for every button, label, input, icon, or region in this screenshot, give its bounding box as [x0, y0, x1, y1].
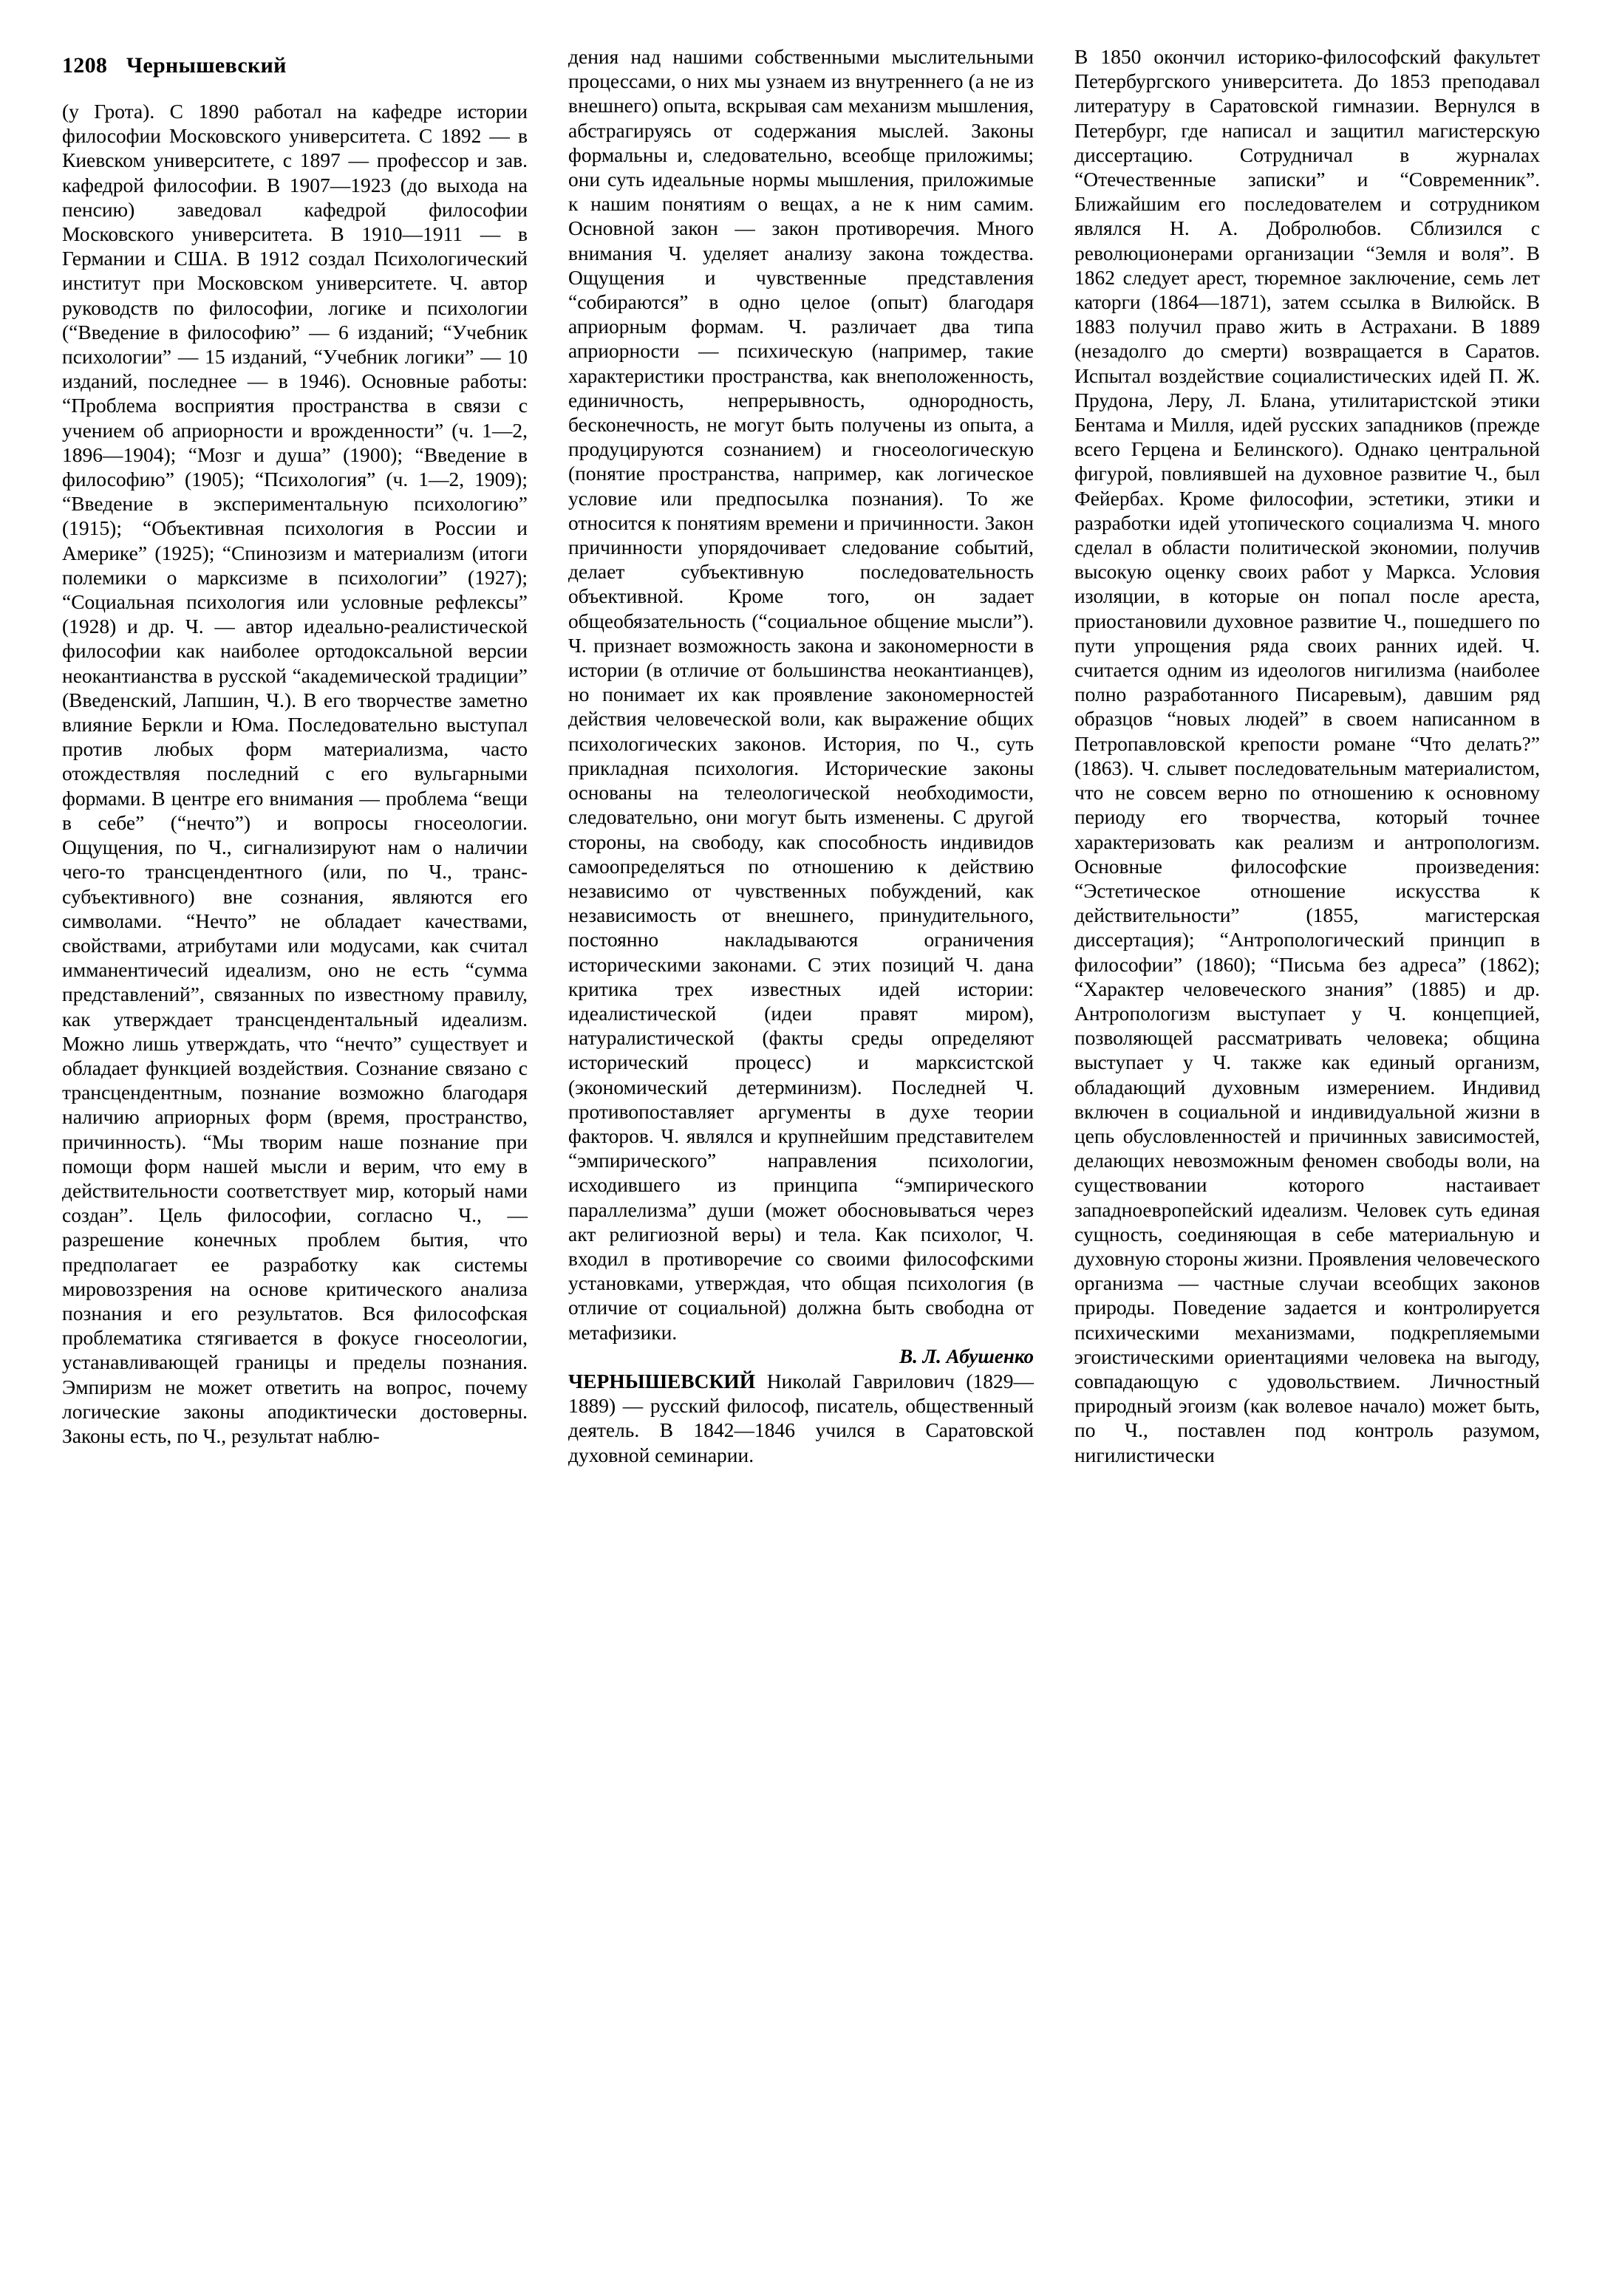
column-right: [1074, 44, 1540, 2253]
text-columns: [62, 44, 1540, 2253]
page-number: 1208: [62, 53, 108, 78]
column-left: [62, 44, 528, 2253]
dictionary-entry-heading: [568, 1369, 1034, 1467]
paragraph: дения над нашими собственными мыслительными процессами, о них мы узнаем из внутреннего (а не из внешнего) опыта, вскрывая сам механизм мышления, абстрагируясь от содержания мыслей. Законы формальны и, следовательно, всеобще приложимы; они суть идеальные нормы мышления, приложимые к нашим понятиям о вещах, а не к ним самим. Основной закон — закон противоречия. Много внимания Ч. уделяет анализу закона тождества. Ощущения и чувственные представления “собираются” в одно целое (опыт) благодаря априорным формам. Ч. различает два типа априорности — психическую (например, такие характеристики пространства, как внеположенность, единичность, непрерывность, однородность, бесконечность, не могут быть получены из опыта, а продуцируются сознанием) и гносеологическую (понятие пространства, например, как логическое условие или предпосылка познания). То же относится к понятиям времени и причинности. Закон причинности упорядочивает следование событий, делает субъективную последовательность объективной. Кроме того, он задает общеобязательность (“социальное общение мысли”). Ч. признает возможность закона и закономерности в истории (в отличие от большинства неокантианцев), но понимает их как проявление закономерностей действия человеческой воли, как выражение общих психологических законов. История, по Ч., суть прикладная психология. Исторические законы основаны на телеологической необходимости, следовательно, они могут быть изменены. С другой стороны, на свободу, как способность индивидов самоопределяться по отношению к действию независимо от чувственных побуждений, как независимость от внешнего, принудительного, постоянно накладываются ограничения историческими законами. С этих позиций Ч. дана критика трех известных идей истории: идеалистической (идеи правят миром), натуралистической (факты среды определяют исторический процесс) и марксистской (экономический детерминизм). Последней Ч. противопоставляет аргументы в духе теории факторов. Ч. являлся и крупнейшим представителем “эмпирического” направления психологии, исходившего из принципа “эмпирического параллелизма” души (может обосновываться через акт религиозной веры) и тела. Как психолог, Ч. входил в противоречие со своими философскими установками, утверждая, что общая психология (в отличие от социальной) должна быть свободна от метафизики.: [568, 45, 1034, 1344]
paragraph: (у Грота). С 1890 работал на кафедре истории философии Московского университета. С 1892 — в Киевском университете, с 1897 — профессор и зав. кафедрой философии. В 1907—1923 (до выхода на пенсию) заведовал кафедрой философии Московского университета. В 1910—1911 — в Германии и США. В 1912 создал Психологический институт при Московском университете. Ч. автор руководств по философии, логике и психологии (“Введение в философию” — 6 изданий; “Учебник психологии” — 15 изданий, “Учебник логики” — 10 изданий, последнее — в 1946). Основные работы: “Проблема восприятия пространства в связи с учением об априорности и врожденности” (ч. 1—2, 1896—1904); “Мозг и душа” (1900); “Введение в философию” (1905); “Психология” (ч. 1—2, 1909); “Введение в экспериментальную психологию” (1915); “Объективная психология в России и Америке” (1925); “Спинозизм и материализм (итоги полемики о марксизме в психологии” (1927); “Социальная психология или условные рефлексы” (1928) и др. Ч. — автор идеально-реалистической философии как наиболее ортодоксальной версии неокантианства в русской “академической традиции” (Введенский, Лапшин, Ч.). В его творчестве заметно влияние Беркли и Юма. Последовательно выступал против любых форм материализма, часто отождествляя последний с его вульгарными формами. В центре его внимания — проблема “вещи в себе” (“нечто”) и вопросы гносеологии. Ощущения, по Ч., сигнализируют нам о наличии чего-то трансцендентного (или, по Ч., транс-субъективного) вне сознания, являются его символами. “Нечто” не обладает качествами, свойствами, атрибутами или модусами, как считал имманентичесий идеализм, оно не есть “сумма представлений”, связанных по известному правилу, как утверждает трансцендентальный идеализм. Можно лишь утверждать, что “нечто” существует и обладает функцией воздействия. Сознание связано с трансцендентным, познание возможно благодаря наличию априорных форм (время, пространство, причинность). “Мы творим наше познание при помощи форм нашей мысли и верим, что ему в действительности соответствует мир, который нами создан”. Цель философии, согласно Ч., — разрешение конечных проблем бытия, что предполагает ее разработку как системы мировоззрения на основе критического анализа познания и его результатов. Вся философская проблематика стягивается в фокусе гносеологии, устанавливающей границы и пределы познания. Эмпиризм не может ответить на вопрос, почему логические законы аподиктически достоверны. Законы есть, по Ч., результат наблю-: [62, 100, 528, 1447]
column-middle: [568, 44, 1034, 2253]
entry-term: ЧЕРНЫШЕВСКИЙ: [568, 1369, 756, 1393]
entry-text: Николай Гаврилович (1829—1889) — русский философ, писатель, общественный деятель. В 1842—1846 учился в Саратовской духовной семинарии.: [568, 1369, 1034, 1466]
paragraph: В 1850 окончил историко-философский факультет Петербургского университета. До 1853 преподавал литературу в Саратовской гимназии. Вернулся в Петербург, где написал и защитил магистерскую диссертацию. Сотрудничал в журналах “Отечественные записки” и “Современник”. Ближайшим его последователем и сотрудником являлся Н. А. Добролюбов. Сблизился с революционерами организации “Земля и воля”. В 1862 следует арест, тюремное заключение, семь лет каторги (1864—1871), затем ссылка в Вилюйск. В 1883 получил право жить в Астрахани. В 1889 (незадолго до смерти) возвращается в Саратов. Испытал воздействие социалистических идей П. Ж. Прудона, Леру, Л. Блана, утилитаристской этики Бентама и Милля, идей русских западников (прежде всего Герцена и Белинского). Однако центральной фигурой, повлиявшей на духовное развитие Ч., был Фейербах. Кроме философии, эстетики, этики и разработки идей утопического социализма Ч. много сделал в области политической экономии, получив высокую оценку своих работ у Маркса. Условия изоляции, в которые он попал после ареста, приостановили духовное развитие Ч., пошедшего по пути упрощения ряда своих ранних идей. Ч. считается одним из идеологов нигилизма (наиболее полно разработанного Писаревым), давшим ряд образцов “новых людей” в своем написанном в Петропавловской крепости романе “Что делать?” (1863). Ч. слывет последовательным материалистом, что не совсем верно по отношению к основному периоду его творчества, который точнее характеризовать как реализм и антропологизм. Основные философские произведения: “Эстетическое отношение искусства к действительности” (1855, магистерская диссертация); “Антропологический принцип в философии” (1860); “Письма без адреса” (1862); “Характер человеческого знания” (1885) и др. Антропологизм выступает у Ч. концепцией, позволяющей рассматривать человека; община выступает у Ч. также как единый организм, обладающий духовным измерением. Индивид включен в социальной и индивидуальной жизни в цепь обусловленностей и причинных зависимостей, делающих невозможным феномен свободы воли, на существовании которого настаивает западноевропейский идеализм. Человек суть единая сущность, соединяющая в себе материальную и духовную стороны жизни. Проявления человеческого организма — частные случаи всеобщих законов природы. Поведение задается и контролируется психическими механизмами, подкрепляемыми эгоистическими ориентациями человека на выгоду, совпадающую с удовольствием. Личностный природный эгоизм (как волевое начало) может быть, по Ч., поставлен под контроль разумом, нигилистически: [1074, 45, 1540, 1466]
running-title: Чернышевский: [126, 53, 287, 78]
author-signature: В. Л. Абушенко: [899, 1345, 1034, 1367]
